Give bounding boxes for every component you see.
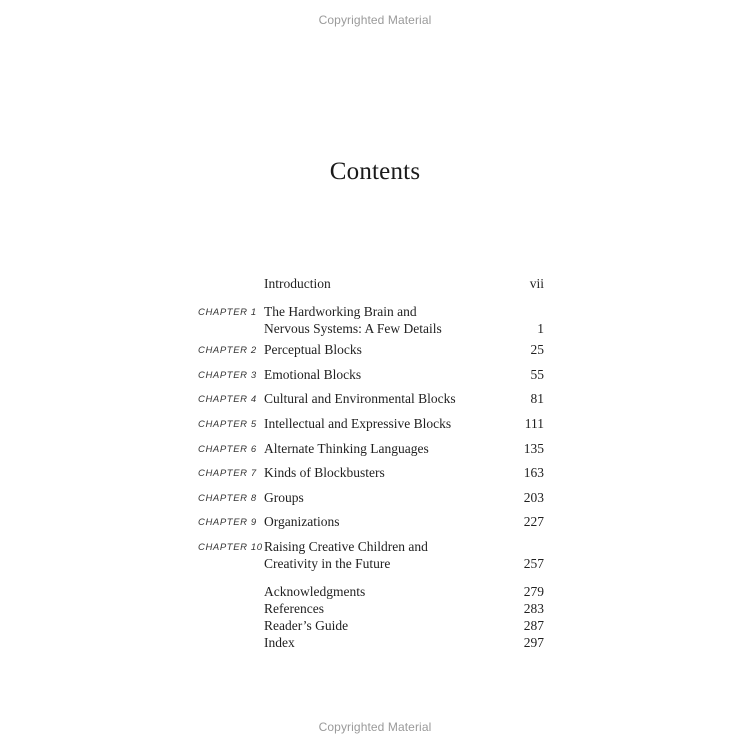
entry-title: Intellectual and Expressive Blocks [264,416,452,431]
entry-title-line-2: Creativity in the Future [264,556,391,571]
toc-entry-acknowledgments [0,583,750,600]
entry-title: Kinds of Blockbusters [264,465,385,480]
chapter-label: CHAPTER 6 [198,444,257,455]
toc-entry-chapter-1 [0,303,750,343]
chapter-label: CHAPTER 9 [198,517,257,528]
entry-title-line-2: Nervous Systems: A Few Details [264,321,442,336]
entry-title: Reader’s Guide [264,618,349,633]
entry-title: Cultural and Environmental Blocks [264,391,456,406]
entry-title: Acknowledgments [264,584,366,599]
entry-page: 55 [530,367,544,382]
chapter-label: CHAPTER 5 [198,419,257,430]
chapter-label: CHAPTER 8 [198,493,257,504]
chapter-label: CHAPTER 2 [198,345,257,356]
entry-page: 163 [523,465,544,480]
toc-entry-index [0,634,750,651]
chapter-label: CHAPTER 1 [198,307,257,318]
entry-title: Emotional Blocks [264,367,362,382]
chapter-label: CHAPTER 7 [198,468,257,479]
entry-title: Alternate Thinking Languages [264,441,429,456]
entry-page: 287 [523,618,544,633]
entry-page: 111 [524,416,544,431]
entry-page: vii [529,276,544,291]
entry-title: Introduction [264,276,331,291]
entry-page: 81 [530,391,544,406]
entry-page: 1 [537,321,544,336]
entry-page: 283 [523,601,544,616]
entry-page: 135 [523,441,544,456]
chapter-label: CHAPTER 3 [198,370,257,381]
entry-page: 257 [523,556,544,571]
watermark-bottom: Copyrighted Material [318,720,432,734]
entry-title: Perceptual Blocks [264,342,362,357]
entry-title: References [264,601,324,616]
page-title: Contents [329,158,421,185]
chapter-label: CHAPTER 4 [198,394,257,405]
toc-entry-readers-guide [0,617,750,634]
entry-title-line-1: The Hardworking Brain and [264,304,417,319]
toc-entry-chapter-10 [0,538,750,578]
entry-page: 25 [530,342,544,357]
entry-page: 279 [523,584,544,599]
entry-title-line-1: Raising Creative Children and [264,539,428,554]
entry-page: 227 [523,514,544,529]
entry-title: Index [264,635,295,650]
watermark-top: Copyrighted Material [318,13,432,27]
entry-title: Groups [264,490,304,505]
entry-title: Organizations [264,514,340,529]
entry-page: 203 [523,490,544,505]
toc-entry-references [0,600,750,617]
entry-page: 297 [523,635,544,650]
chapter-label: CHAPTER 10 [198,542,263,553]
